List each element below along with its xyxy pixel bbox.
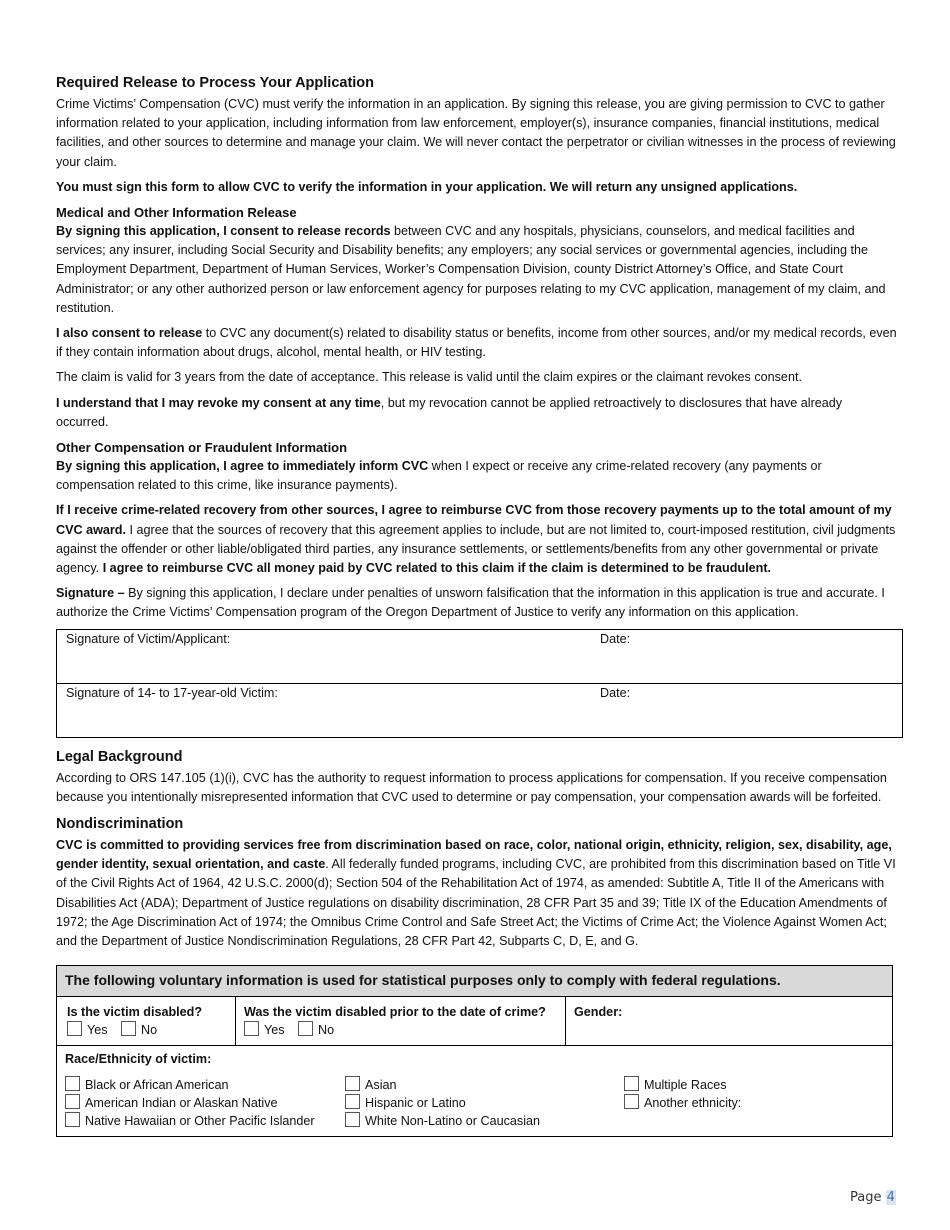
- minor-signature-label: Signature of 14- to 17-year-old Victim:: [66, 685, 278, 700]
- page-number: 4: [886, 1190, 895, 1205]
- signature-declaration: Signature – By signing this application, I declare under penalties of unsworn falsification that the information in this application is true and accurate. I authorize the Crime Victims’ Compensation program of the Oregon Department of Justice to verify any information on this application.: [56, 586, 885, 620]
- race-checkbox[interactable]: [65, 1076, 80, 1091]
- minor-date-field[interactable]: [591, 683, 903, 737]
- disabled-no-label: No: [141, 1023, 158, 1038]
- disabled-prior-cell: [236, 997, 566, 1046]
- race-option[interactable]: Multiple Races: [624, 1076, 741, 1094]
- disabled-prior-question: Was the victim disabled prior to the date of crime?: [244, 1005, 546, 1020]
- race-checkbox[interactable]: [624, 1076, 639, 1091]
- legal-background-title: Legal Background: [56, 748, 183, 765]
- victim-date-field[interactable]: [591, 629, 903, 683]
- release-sign-notice: You must sign this form to allow CVC to verify the information in your application. We will return any unsigned applications.: [56, 179, 798, 194]
- race-checkbox[interactable]: [65, 1094, 80, 1109]
- release-title: Required Release to Process Your Application: [56, 75, 375, 91]
- victim-signature-label: Signature of Victim/Applicant:: [66, 631, 231, 646]
- race-question: Race/Ethnicity of victim:: [65, 1052, 212, 1067]
- page-label: Page: [850, 1190, 882, 1205]
- race-checkbox[interactable]: [345, 1112, 360, 1127]
- victim-signature-row: [57, 629, 903, 683]
- race-checkbox[interactable]: [624, 1094, 639, 1109]
- claim-validity-paragraph: The claim is valid for 3 years from the date of acceptance. This release is valid until the claim expires or the claimant revokes consent.: [56, 370, 802, 385]
- minor-signature-field[interactable]: [57, 683, 592, 737]
- disabled-prior-no-checkbox[interactable]: [298, 1021, 313, 1036]
- race-option[interactable]: Black or African American: [65, 1076, 345, 1094]
- disabled-cell: [57, 997, 236, 1046]
- race-cell: [57, 1046, 893, 1137]
- other-compensation-title: Other Compensation or Fraudulent Information: [56, 440, 348, 456]
- race-checkbox[interactable]: [345, 1076, 360, 1091]
- legal-background-paragraph: According to ORS 147.105 (1)(i), CVC has the authority to request information to process applications for compensation. If you receive compensation because you intentionally misrepresented information that CVC used to determine or pay compensation, your compensation awards will be forfeited.: [56, 770, 887, 804]
- disabled-prior-yes-label: Yes: [264, 1023, 285, 1038]
- disabled-yes-checkbox[interactable]: [67, 1021, 82, 1036]
- nondiscrimination-paragraph: CVC is committed to providing services free from discrimination based on race, color, national origin, ethnicity, religion, sex, disability, age, gender identity, sexual orientation, and caste. All federally funded programs, including CVC, are prohibited from this discrimination based on Title VI of the Civil Rights Act of 1964, 42 U.S.C. 2000(d); Section 504 of the Rehabilitation Act of 1974, as amended: Subtitle A, Title II of the Americans with Disabilities Act (ADA); Department of Justice regulations on disability discrimination, 28 CFR Part 35 and 39; Title IX of the Education Amendments of 1972; the Age Discrimination Act of 1974; the Omnibus Crime Control and Safe Street Act; the Victims of Crime Act; the Violence Against Women Act; and the Department of Justice Nondiscrimination Regulations, 28 CFR Part 42, Subparts C, D, E, and G.: [56, 838, 896, 949]
- reimburse-paragraph: If I receive crime-related recovery from other sources, I agree to reimburse CVC from those recovery payments up to the total amount of my CVC award. I agree that the sources of recovery that this agreement applies to include, but are not limited to, court-imposed restitution, civil judgments against the offender or other liable/obligated third parties, any insurance settlements, or settlements/benefits from any other governmental or private agency. I agree to reimburse CVC all money paid by CVC related to this claim if the claim is determined to be fraudulent.: [56, 503, 896, 576]
- race-option[interactable]: Native Hawaiian or Other Pacific Islander: [65, 1112, 345, 1130]
- race-checkbox[interactable]: [345, 1094, 360, 1109]
- race-checkbox[interactable]: [65, 1112, 80, 1127]
- victim-date-label: Date:: [600, 631, 631, 646]
- signature-table: [56, 629, 903, 738]
- disabled-prior-no-label: No: [318, 1023, 335, 1038]
- medical-consent-paragraph: By signing this application, I consent to release records between CVC and any hospitals, physicians, counselors, and medical facilities and services; any insurer, including Social Security and Disability benefits; any employers; any social services or governmental agencies, including the Employment Department, Department of Human Services, Worker’s Compensation Division, county District Attorney’s Office, and State Court Administrator; or any other authorized person or law enforcement agency for purposes relating to my CVC application, management of my claim, and restitution.: [56, 224, 886, 315]
- disabled-no-checkbox[interactable]: [121, 1021, 136, 1036]
- gender-field[interactable]: [566, 997, 893, 1046]
- race-option[interactable]: Asian: [345, 1076, 624, 1094]
- page-footer: [850, 1190, 896, 1205]
- nondiscrimination-title: Nondiscrimination: [56, 816, 184, 833]
- disabled-yes-label: Yes: [87, 1023, 108, 1038]
- disabled-question: Is the victim disabled?: [67, 1005, 203, 1020]
- minor-date-label: Date:: [600, 685, 631, 700]
- medical-release-title: Medical and Other Information Release: [56, 205, 297, 221]
- gender-question: Gender:: [574, 1005, 623, 1020]
- form-page: [56, 74, 898, 1137]
- statistics-table: [56, 965, 893, 1137]
- inform-cvc-paragraph: By signing this application, I agree to immediately inform CVC when I expect or receive any crime-related recovery (any payments or compensation related to this crime, like insurance payments).: [56, 459, 822, 493]
- release-paragraph: Crime Victims’ Compensation (CVC) must verify the information in an application. By signing this release, you are giving permission to CVC to gather information related to your application, including information from law enforcement, employer(s), insurance companies, financial institutions, medical facilities, and other sources to determine and manage your claim. We will never contact the perpetrator or civilian witnesses in the process of reviewing your claim.: [56, 97, 896, 169]
- minor-signature-row: [57, 683, 903, 737]
- race-option[interactable]: White Non-Latino or Caucasian: [345, 1112, 624, 1130]
- victim-signature-field[interactable]: [57, 629, 592, 683]
- medical-also-consent-paragraph: I also consent to release to CVC any document(s) related to disability status or benefits, income from other sources, and/or my medical records, even if they contain information about drugs, alcohol, mental health, or HIV testing.: [56, 326, 897, 360]
- race-option[interactable]: American Indian or Alaskan Native: [65, 1094, 345, 1112]
- statistics-header: The following voluntary information is used for statistical purposes only to comply with federal regulations.: [57, 966, 893, 997]
- disabled-prior-yes-checkbox[interactable]: [244, 1021, 259, 1036]
- revoke-consent-paragraph: I understand that I may revoke my consent at any time, but my revocation cannot be applied retroactively to disclosures that have already occurred.: [56, 395, 843, 429]
- race-option[interactable]: Hispanic or Latino: [345, 1094, 624, 1112]
- race-option[interactable]: Another ethnicity:: [624, 1094, 741, 1112]
